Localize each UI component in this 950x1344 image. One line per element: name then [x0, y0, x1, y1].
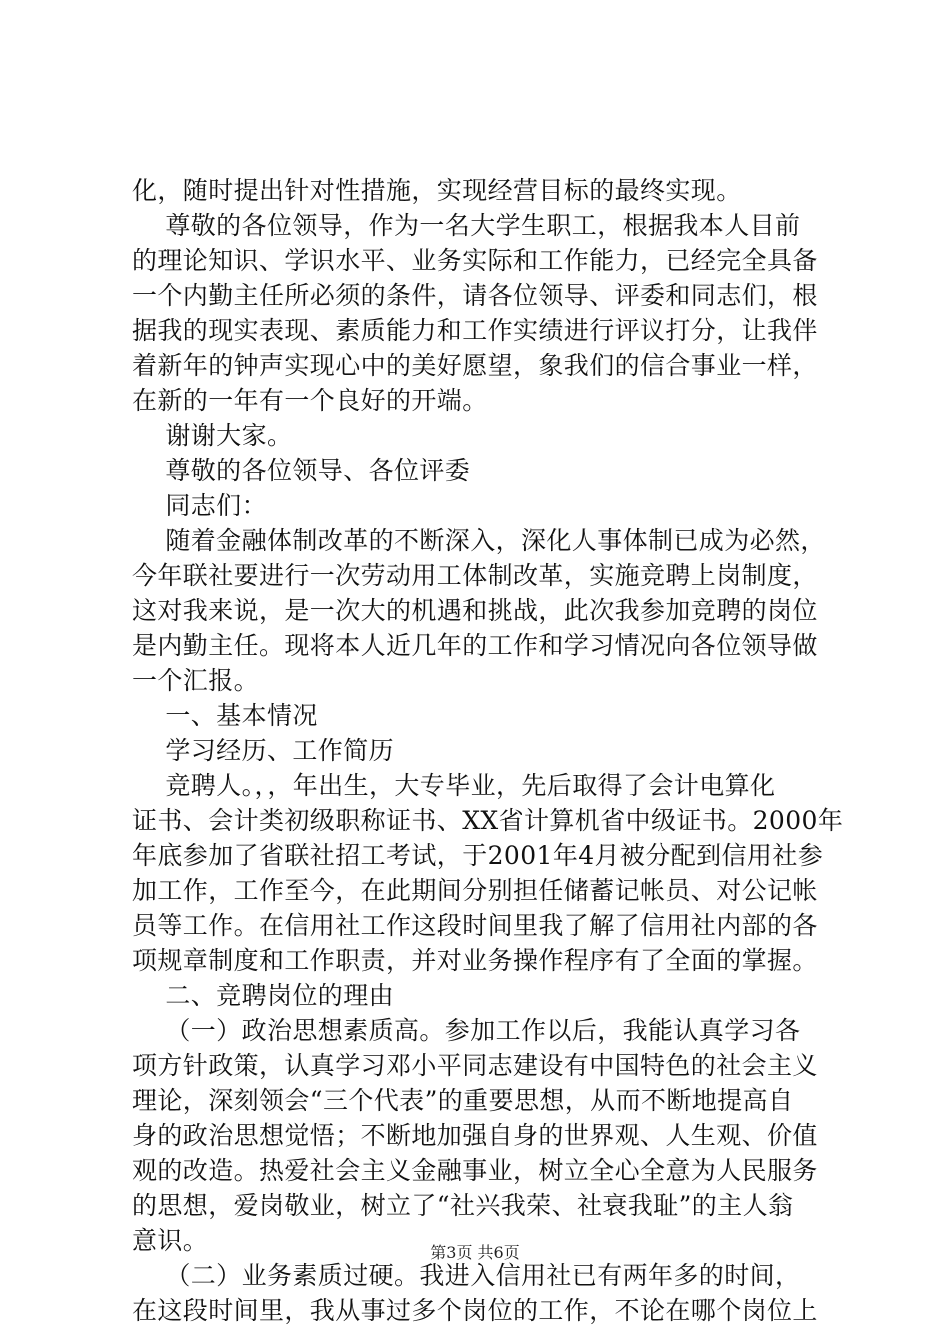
text-line: 着新年的钟声实现心中的美好愿望，象我们的信合事业一样， [132, 351, 818, 380]
text-line: 项方针政策，认真学习邓小平同志建设有中国特色的社会主义 [132, 1051, 818, 1080]
text-line: 尊敬的各位领导，作为一名大学生职工，根据我本人目前 [132, 211, 801, 240]
text-line: 是内勤主任。现将本人近几年的工作和学习情况向各位领导做 [132, 631, 818, 660]
subsection-heading: 学习经历、工作简历 [132, 736, 394, 765]
text-line: 证书、会计类初级职称证书、XX省计算机省中级证书。2000年 [132, 806, 844, 835]
text-line: 谢谢大家。 [132, 421, 293, 450]
text-line: 据我的现实表现、素质能力和工作实绩进行评议打分，让我伴 [132, 316, 818, 345]
document-body [132, 173, 844, 1328]
text-line: （二）业务素质过硬。我进入信用社已有两年多的时间， [132, 1261, 801, 1290]
text-line: 的思想，爱岗敬业，树立了“社兴我荣、社衰我耻”的主人翁 [132, 1191, 794, 1220]
text-line: 理论，深刻领会“三个代表”的重要思想，从而不断地提高自 [132, 1086, 794, 1115]
section-heading: 一、基本情况 [132, 701, 318, 730]
text-line: 随着金融体制改革的不断深入，深化人事体制已成为必然， [132, 526, 826, 555]
text-line: 今年联社要进行一次劳动用工体制改革，实施竞聘上岗制度， [132, 561, 818, 590]
text-line: 在这段时间里，我从事过多个岗位的工作，不论在哪个岗位上 [132, 1296, 818, 1325]
text-line: 意识。 [132, 1226, 209, 1255]
text-line: 项规章制度和工作职责，并对业务操作程序有了全面的掌握。 [132, 946, 818, 975]
text-line: 的理论知识、学识水平、业务实际和工作能力，已经完全具备 [132, 246, 818, 275]
text-line: （一）政治思想素质高。参加工作以后，我能认真学习各 [132, 1016, 801, 1045]
page-number-footer: 第3页 共6页 [430, 1243, 520, 1262]
text-line: 这对我来说，是一次大的机遇和挑战，此次我参加竞聘的岗位 [132, 596, 818, 625]
text-line: 在新的一年有一个良好的开端。 [132, 386, 488, 415]
text-line: 一个汇报。 [132, 666, 260, 695]
text-line: 加工作，工作至今，在此期间分别担任储蓄记帐员、对公记帐 [132, 876, 818, 905]
text-line: 身的政治思想觉悟；不断地加强自身的世界观、人生观、价值 [132, 1121, 818, 1150]
text-line: 尊敬的各位领导、各位评委 [132, 456, 471, 485]
text-line: 年底参加了省联社招工考试，于2001年4月被分配到信用社参 [132, 841, 824, 870]
text-line: 竞聘人。，，年出生，大专毕业，先后取得了会计电算化 [132, 771, 776, 800]
section-heading: 二、竞聘岗位的理由 [132, 981, 394, 1010]
text-line: 观的改造。热爱社会主义金融事业，树立全心全意为人民服务 [132, 1156, 818, 1185]
text-line: 一个内勤主任所必须的条件，请各位领导、评委和同志们，根 [132, 281, 818, 310]
text-line: 化，随时提出针对性措施，实现经营目标的最终实现。 [132, 176, 742, 205]
text-line: 同志们： [132, 491, 267, 520]
text-line: 员等工作。在信用社工作这段时间里我了解了信用社内部的各 [132, 911, 818, 940]
